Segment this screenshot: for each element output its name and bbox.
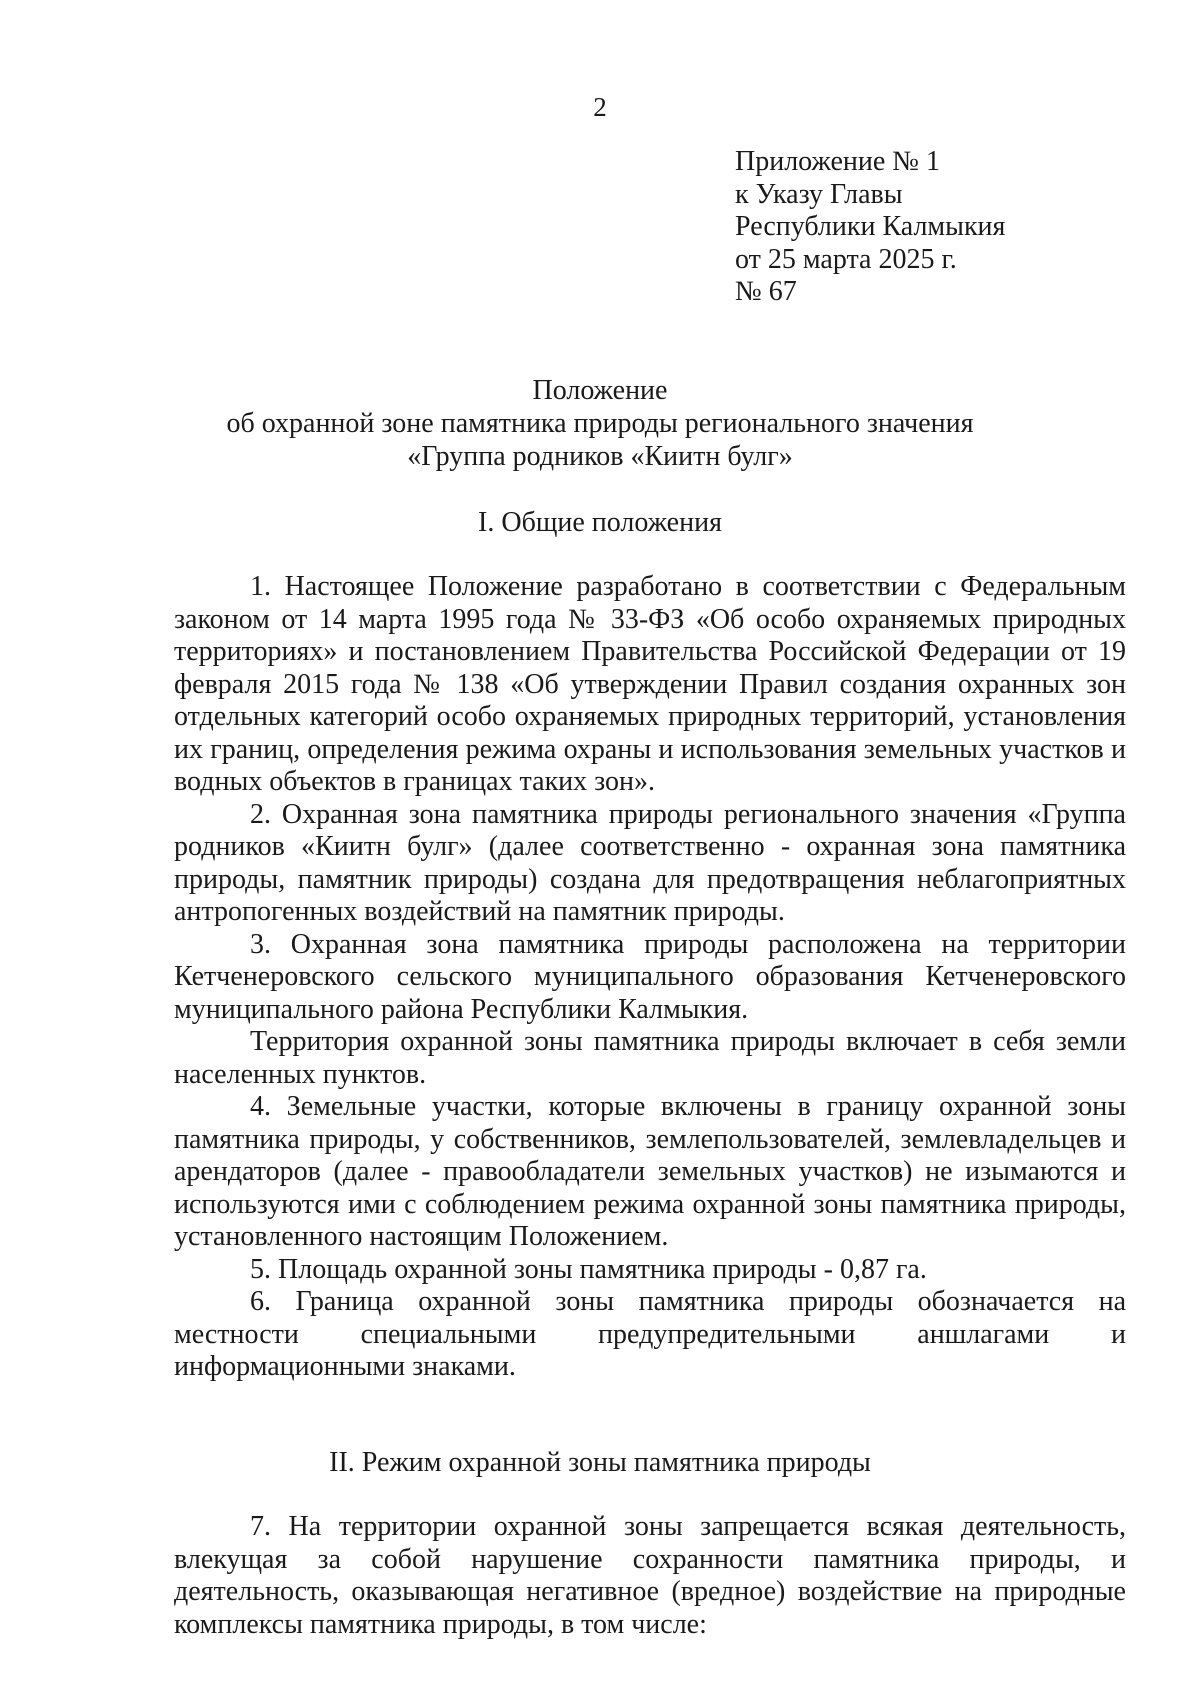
page-number: 2 [593,92,607,122]
appendix-number: № 67 [735,276,797,307]
title-line: Положение [532,375,668,406]
appendix-date: от 25 марта 2025 г. [735,243,957,275]
appendix-reference [735,146,1005,309]
appendix-line: к Указу Главы [735,178,903,210]
section-heading-general: I. Общие положения [478,507,722,538]
paragraph: 1. Настоящее Положение разработано в соответствии с Федеральным законом от 14 марта 1995 года № 33-ФЗ «Об особо охраняемых природных территориях» и постановлением Правительства Российской Федерации от 19 февраля 2015 года № 138 «Об утверждении Правил создания охранных зон отдельных категорий особо охраняемых природных территорий, установления их границ, определения режима охраны и использования земельных участков и водных объектов в границах таких зон». [174,571,1126,797]
title-line: «Группа родников «Киитн булг» [407,441,793,472]
title-line: об охранной зоне памятника природы регионального значения [226,408,974,439]
paragraph: 7. На территории охранной зоны запрещается всякая деятельность, влекущая за собой нарушение сохранности памятника природы, и деятельность, оказывающая негативное (вредное) воздействие на природные комплексы памятника природы, в том числе: [174,1511,1126,1640]
section-regime-body [174,1511,1126,1641]
paragraph: 2. Охранная зона памятника природы регионального значения «Группа родников «Киитн булг» (далее соответственно - охранная зона памятника природы, памятник природы) создана для предотвращения неблагоприятных антропогенных воздействий на памятник природы. [174,798,1126,927]
paragraph: 3. Охранная зона памятника природы расположена на территории Кетченеровского сельского муниципального образования Кетченеровского муниципального района Республики Калмыкия. [174,928,1126,1025]
appendix-line: Приложение № 1 [735,146,940,177]
section-general-body [174,571,1126,1384]
appendix-line: Республики Калмыкия [735,211,1006,242]
section-heading-regime: II. Режим охранной зоны памятника природы [329,1447,871,1478]
paragraph: Территория охранной зоны памятника природы включает в себя земли населенных пунктов. [174,1026,1126,1090]
paragraph: 5. Площадь охранной зоны памятника природы - 0,87 га. [250,1253,927,1285]
document-title [0,374,1200,473]
paragraph: 4. Земельные участки, которые включены в границу охранной зоны памятника природы, у собственников, землепользователей, землевладельцев и арендаторов (далее - правообладатели земельных участков) не изымаются и используются ими с соблюдением режима охранной зоны памятника природы, установленного настоящим Положением. [174,1091,1126,1252]
paragraph: 6. Граница охранной зоны памятника природы обозначается на местности специальными предупредительными аншлагами и информационными знаками. [174,1286,1126,1382]
